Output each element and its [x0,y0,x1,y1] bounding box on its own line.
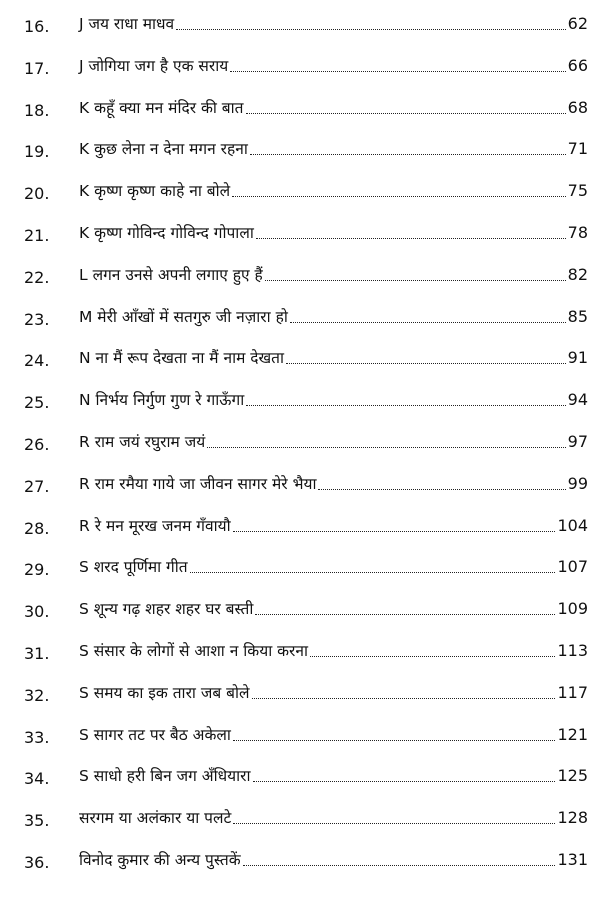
entry-page-number: 107 [557,557,588,577]
entry-number: 36. [24,853,50,872]
dot-leader [233,531,556,532]
entry-number: 16. [24,17,50,36]
entry-number: 23. [24,309,50,329]
entry-number: 20. [24,184,50,204]
entry-title: K कृष्ण कृष्ण काहे ना बोले [79,182,231,201]
toc-entry [0,460,600,500]
entry-page-number: 66 [567,55,588,75]
dot-leader [230,71,565,72]
toc-entry [0,376,600,416]
entry-page-number: 82 [567,264,588,284]
entry-number: 30. [24,602,50,622]
entry-title: S सागर तट पर बैठ अकेला [79,725,231,744]
entry-number: 24. [24,351,50,371]
entry-page-number: 94 [567,390,588,410]
dot-leader [232,196,565,197]
toc-entry [0,125,600,165]
dot-leader [243,865,556,866]
entry-number: 34. [24,769,50,789]
dot-leader [246,113,566,114]
entry-number: 22. [24,267,50,287]
dot-leader [265,280,566,281]
entry-number: 25. [24,393,50,413]
entry-page-number: 71 [567,139,588,159]
entry-page-number: 78 [567,223,588,242]
dot-leader [255,614,555,615]
entry-number: 31. [24,644,50,663]
entry-title: K कृष्ण गोविन्द गोविन्द गोपाला [79,224,254,242]
toc-entry [0,543,600,583]
toc-entry [0,627,600,667]
toc-entry [0,794,600,834]
entry-number: 28. [24,518,50,538]
entry-number: 27. [24,476,50,496]
dot-leader [250,154,566,155]
dot-leader [318,489,565,490]
toc-entry [0,334,600,374]
entry-page-number: 125 [557,766,588,786]
entry-number: 26. [24,435,50,454]
entry-title: R राम रमैया गाये जा जीवन सागर मेरे भैया [79,474,317,493]
dot-leader [176,29,565,30]
dot-leader [310,656,555,657]
entry-page-number: 117 [557,682,588,702]
toc-entry [0,42,600,82]
entry-title: J जय राधा माधव [79,15,175,33]
toc-entry [0,711,600,751]
toc-entry [0,585,600,625]
entry-page-number: 104 [557,515,588,535]
toc-entry [0,84,600,124]
entry-title: K कहूँ क्या मन मंदिर की बात [79,98,244,117]
entry-title: S शून्य गढ़ शहर शहर घर बस्ती [79,600,254,619]
entry-title: S संसार के लोगों से आशा न किया करना [79,642,308,660]
entry-title: S साधो हरी बिन जग अँधियारा [79,767,251,786]
toc-entry [0,209,600,249]
toc-entry [0,251,600,291]
entry-number: 32. [24,685,50,705]
toc-entry [0,418,600,458]
dot-leader [190,572,556,573]
entry-title: R रे मन मूरख जनम गँवायौ [79,516,231,535]
entry-title: N निर्भय निर्गुण गुण रे गाऊँगा [79,391,245,410]
entry-page-number: 75 [567,181,588,201]
entry-title: विनोद कुमार की अन्य पुस्तकें [79,851,241,869]
entry-number: 35. [24,811,50,831]
entry-number: 18. [24,100,50,120]
dot-leader [207,447,565,448]
entry-page-number: 128 [557,808,588,828]
entry-page-number: 131 [557,850,588,869]
toc-entry [0,669,600,709]
entry-title: R राम जयं रघुराम जयं [79,433,206,451]
entry-page-number: 62 [567,14,588,33]
entry-title: L लगन उनसे अपनी लगाए हुए हैं [79,265,263,284]
entry-page-number: 68 [567,97,588,117]
entry-title: S शरद पूर्णिमा गीत [79,558,188,577]
toc-entry [0,502,600,542]
entry-page-number: 99 [567,473,588,493]
entry-number: 21. [24,226,50,245]
dot-leader [233,740,556,741]
dot-leader [233,823,555,824]
entry-title: J जोगिया जग है एक सराय [79,56,229,75]
toc-entry [0,836,600,876]
entry-number: 29. [24,560,50,580]
entry-number: 33. [24,727,50,747]
entry-title: सरगम या अलंकार या पलटे [79,809,232,828]
entry-title: S समय का इक तारा जब बोले [79,683,250,702]
entry-title: K कुछ लेना न देना मगन रहना [79,140,248,159]
entry-title: M मेरी आँखों में सतगुरु जी नज़ारा हो [79,307,288,326]
dot-leader [246,405,565,406]
entry-page-number: 121 [557,724,588,744]
dot-leader [252,698,556,699]
toc-entry [0,293,600,333]
entry-page-number: 85 [567,306,588,326]
entry-page-number: 97 [567,432,588,451]
entry-title: N ना मैं रूप देखता ना मैं नाम देखता [79,349,285,368]
toc-entry [0,0,600,40]
dot-leader [290,322,566,323]
dot-leader [286,363,566,364]
dot-leader [256,238,566,239]
entry-number: 19. [24,142,50,162]
entry-number: 17. [24,58,50,78]
toc-entry [0,167,600,207]
dot-leader [253,781,556,782]
toc-entry [0,752,600,792]
entry-page-number: 109 [557,599,588,619]
entry-page-number: 91 [567,348,588,368]
entry-page-number: 113 [557,641,588,660]
